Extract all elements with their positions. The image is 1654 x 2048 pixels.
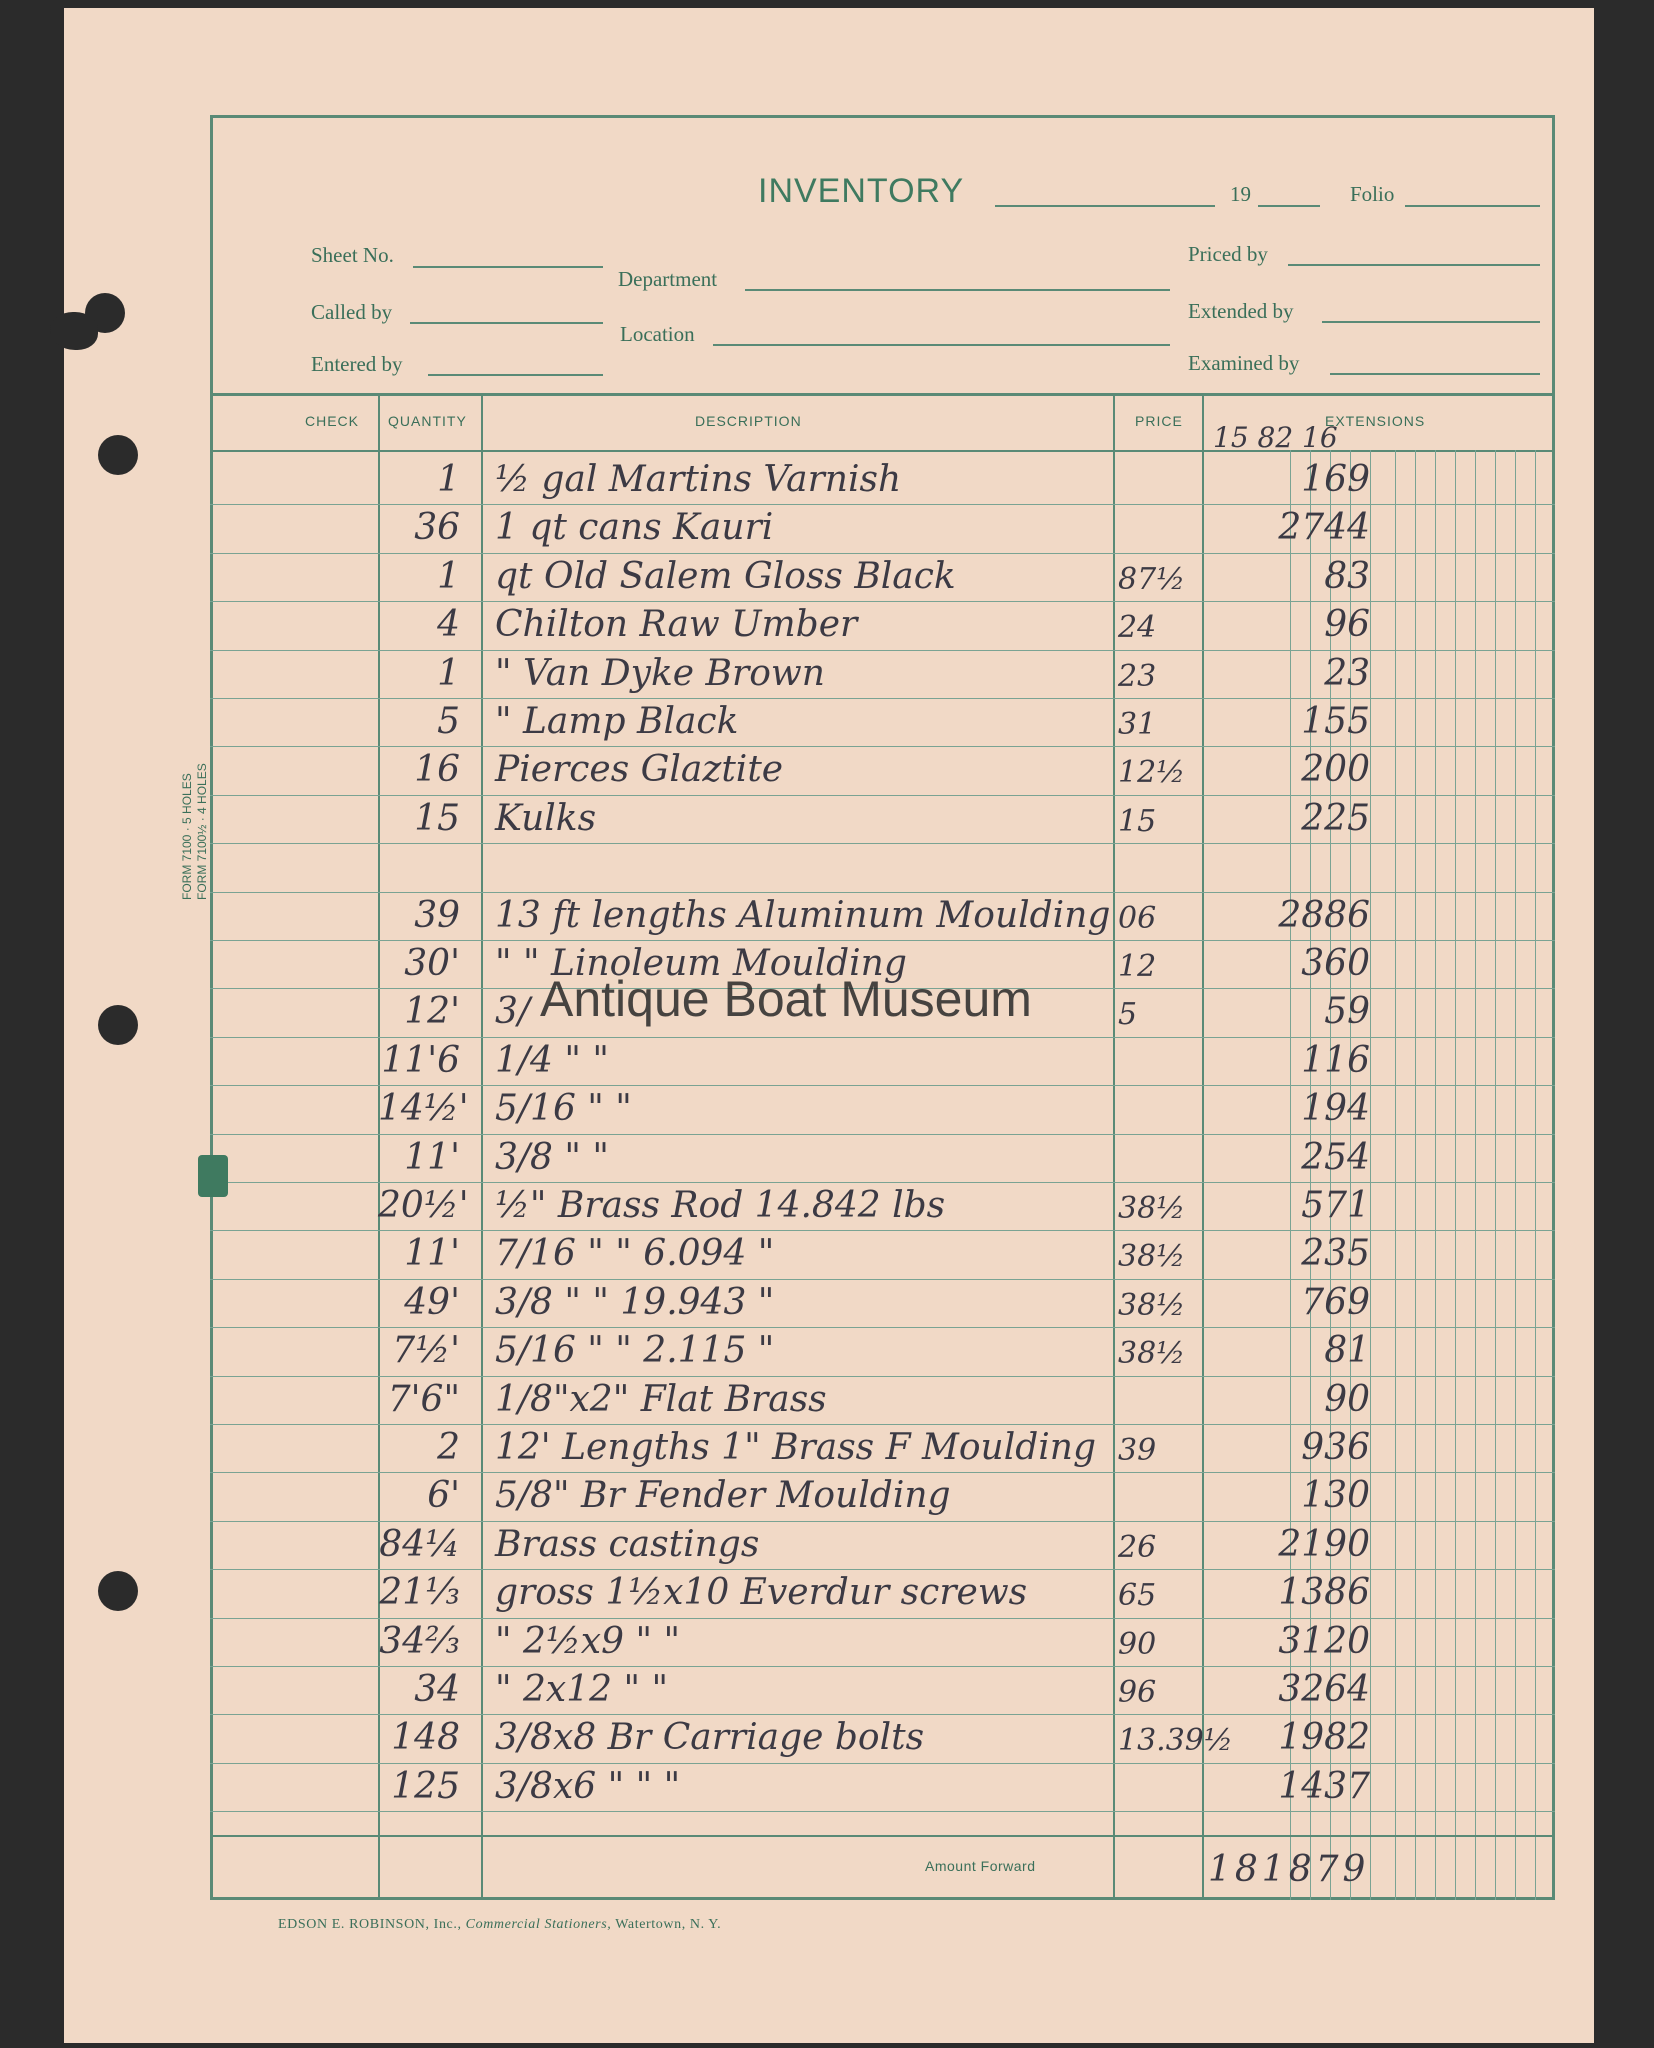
ruled-line xyxy=(210,1376,1555,1377)
row-extension: 155 xyxy=(1301,701,1370,742)
row-quantity: 16 xyxy=(414,749,460,791)
ruled-line xyxy=(210,1618,1555,1619)
column-header-quantity: QUANTITY xyxy=(388,413,467,429)
extension-grid-line xyxy=(1475,450,1476,1900)
folio-label: Folio xyxy=(1350,182,1395,206)
row-description: ½ gal Martins Varnish xyxy=(495,459,902,500)
row-extension: 83 xyxy=(1324,555,1370,597)
row-quantity: 12' xyxy=(404,991,460,1033)
row-extension: 2744 xyxy=(1278,507,1370,549)
row-price: 31 xyxy=(1118,707,1157,742)
row-extension: 2190 xyxy=(1278,1523,1370,1565)
row-description: ½" Brass Rod 14.842 lbs xyxy=(495,1185,946,1226)
ruled-line xyxy=(210,601,1555,602)
row-quantity: 36 xyxy=(414,507,460,549)
punch-hole xyxy=(98,435,138,475)
ruled-line xyxy=(210,1424,1555,1425)
row-quantity: 34 xyxy=(414,1669,460,1710)
punch-hole xyxy=(98,1571,138,1611)
row-quantity: 7'6" xyxy=(387,1378,460,1420)
row-extension: 2886 xyxy=(1278,894,1370,936)
row-quantity: 2 xyxy=(437,1427,460,1468)
column-header-check: CHECK xyxy=(305,413,360,429)
row-extension: 90 xyxy=(1324,1378,1370,1420)
extended-by-label: Extended by xyxy=(1188,299,1294,323)
extension-grid-line xyxy=(1435,450,1436,1900)
row-quantity: 21⅓ xyxy=(379,1572,460,1614)
row-quantity: 11' xyxy=(404,1233,460,1275)
sheet-no-label: Sheet No. xyxy=(311,243,394,267)
row-description: " Van Dyke Brown xyxy=(495,652,825,694)
row-extension: 3120 xyxy=(1278,1620,1370,1662)
footer-company: EDSON E. ROBINSON, Inc., xyxy=(278,1917,462,1932)
row-extension: 23 xyxy=(1324,652,1370,694)
row-description: Brass castings xyxy=(495,1523,760,1565)
row-quantity: 30' xyxy=(404,943,460,984)
row-description: " " Linoleum Moulding xyxy=(495,943,907,984)
header-separator xyxy=(210,393,1555,396)
row-price: 39 xyxy=(1118,1433,1157,1468)
row-price: 23 xyxy=(1118,658,1157,694)
column-header-extensions: EXTENSIONS xyxy=(1325,413,1426,429)
priced-by-label: Priced by xyxy=(1188,242,1268,266)
row-description: 12' Lengths 1" Brass F Moulding xyxy=(495,1427,1097,1468)
row-extension: 1386 xyxy=(1278,1572,1370,1614)
row-description: 5/16 " " 2.115 " xyxy=(495,1330,775,1372)
row-price: 5 xyxy=(1118,997,1138,1033)
extension-grid-line xyxy=(1535,450,1536,1900)
row-description: " 2x12 " " xyxy=(495,1669,669,1710)
row-extension: 130 xyxy=(1301,1475,1370,1517)
row-description: Kulks xyxy=(495,797,597,839)
row-extension: 1982 xyxy=(1278,1717,1370,1759)
department-label: Department xyxy=(618,267,718,291)
row-price: 38½ xyxy=(1118,1287,1186,1323)
folio-underline xyxy=(1405,205,1540,207)
row-description: 5/8" Br Fender Moulding xyxy=(495,1475,951,1517)
row-description: Pierces Glaztite xyxy=(495,749,784,791)
row-quantity: 1 xyxy=(437,652,460,694)
extension-grid-line xyxy=(1395,450,1396,1900)
row-description: 3/8x8 Br Carriage bolts xyxy=(495,1717,925,1759)
row-extension: 116 xyxy=(1301,1039,1370,1081)
row-price: 87½ xyxy=(1118,561,1186,597)
row-extension: 254 xyxy=(1301,1136,1370,1178)
row-price: 13.39½ xyxy=(1118,1723,1233,1759)
row-quantity: 4 xyxy=(437,604,460,646)
row-description: 7/16 " " 6.094 " xyxy=(495,1233,775,1275)
row-price: 06 xyxy=(1118,900,1157,936)
row-extension: 225 xyxy=(1301,797,1370,839)
examined-by-label: Examined by xyxy=(1188,351,1300,375)
examined-by-underline xyxy=(1330,373,1540,375)
amount-forward-label: Amount Forward xyxy=(925,1858,1036,1874)
amount-forward-separator xyxy=(210,1835,1555,1837)
row-price: 12 xyxy=(1118,949,1157,984)
ruled-line xyxy=(210,940,1555,941)
year-prefix: 19 xyxy=(1230,182,1251,206)
ruled-line xyxy=(210,1521,1555,1522)
row-quantity: 49' xyxy=(404,1281,460,1323)
row-extension: 200 xyxy=(1301,749,1370,791)
ruled-line xyxy=(210,504,1555,505)
side-text-line: FORM 7100½ · 4 HOLES xyxy=(195,763,209,900)
row-description: " 2½x9 " " xyxy=(495,1620,681,1662)
row-quantity: 84¼ xyxy=(379,1523,460,1565)
row-description: " Lamp Black xyxy=(495,701,739,742)
ruled-line xyxy=(210,892,1555,893)
priced-by-underline xyxy=(1288,264,1540,266)
row-description: 5/16 " " xyxy=(495,1088,632,1130)
ruled-line xyxy=(210,1472,1555,1473)
row-extension: 571 xyxy=(1301,1185,1370,1226)
column-divider xyxy=(1113,395,1115,1900)
row-extension: 1437 xyxy=(1278,1765,1370,1807)
ruled-line xyxy=(210,1037,1555,1038)
row-extension: 360 xyxy=(1301,943,1370,984)
called-by-underline xyxy=(410,322,603,324)
entered-by-label: Entered by xyxy=(311,352,403,376)
ruled-line xyxy=(210,553,1555,554)
location-label: Location xyxy=(620,322,695,346)
row-quantity: 11'6 xyxy=(381,1039,460,1081)
location-underline xyxy=(713,344,1170,346)
row-price: 65 xyxy=(1118,1578,1157,1614)
punch-hole-torn xyxy=(50,312,98,350)
row-quantity: 148 xyxy=(391,1717,460,1759)
side-text-line: FORM 7100 · 5 HOLES xyxy=(180,773,194,900)
ruled-line xyxy=(210,1666,1555,1667)
ruled-line xyxy=(210,1182,1555,1183)
watermark: Antique Boat Museum xyxy=(540,971,1032,1027)
row-quantity: 1 xyxy=(437,555,460,597)
row-price: 12½ xyxy=(1118,755,1186,791)
row-extension: 169 xyxy=(1301,459,1370,500)
row-description: 3/ xyxy=(495,991,531,1033)
sheet-no-underline xyxy=(413,266,603,268)
row-quantity: 6' xyxy=(427,1475,460,1517)
entered-by-underline xyxy=(428,374,603,376)
extension-grid-line xyxy=(1370,450,1371,1900)
ruled-line xyxy=(210,1327,1555,1328)
row-quantity: 1 xyxy=(437,459,460,500)
row-extension: 936 xyxy=(1301,1427,1370,1468)
extension-grid-line xyxy=(1495,450,1496,1900)
row-quantity: 15 xyxy=(414,797,460,839)
row-description: gross 1½x10 Everdur screws xyxy=(495,1572,1028,1614)
row-extension: 769 xyxy=(1301,1281,1370,1323)
row-quantity: 34⅔ xyxy=(379,1620,460,1662)
form-number-side-text xyxy=(180,763,210,900)
row-price: 38½ xyxy=(1118,1239,1186,1275)
column-divider xyxy=(1202,395,1204,1900)
extension-grid-line xyxy=(1455,450,1456,1900)
row-price: 24 xyxy=(1118,610,1157,646)
row-description: qt Old Salem Gloss Black xyxy=(495,555,956,597)
punch-hole xyxy=(98,1005,138,1045)
amount-forward-value: 181879 xyxy=(1208,1849,1370,1890)
stationer-footer xyxy=(278,1917,721,1933)
footer-city: Watertown, N. Y. xyxy=(615,1917,722,1932)
ruled-line xyxy=(210,843,1555,844)
title-underline xyxy=(995,205,1215,207)
ruled-line xyxy=(210,746,1555,747)
column-header-description: DESCRIPTION xyxy=(695,413,802,429)
row-price: 38½ xyxy=(1118,1336,1186,1372)
extension-grid-line xyxy=(1515,450,1516,1900)
ruled-line xyxy=(210,1134,1555,1135)
national-logo-icon xyxy=(198,1155,228,1197)
extensions-note: 15 82 16 xyxy=(1213,421,1338,454)
column-header-price: PRICE xyxy=(1135,413,1183,429)
row-quantity: 20½' xyxy=(378,1185,469,1226)
row-description: 3/8x6 " " " xyxy=(495,1765,681,1807)
ruled-line xyxy=(210,795,1555,796)
column-header-separator xyxy=(210,450,1555,452)
row-description: 1/4 " " xyxy=(495,1039,609,1081)
row-extension: 59 xyxy=(1324,991,1370,1033)
ruled-line xyxy=(210,1811,1555,1812)
row-description: 13 ft lengths Aluminum Moulding xyxy=(495,894,1111,936)
called-by-label: Called by xyxy=(311,300,393,324)
row-description: 3/8 " " 19.943 " xyxy=(495,1281,775,1323)
row-quantity: 39 xyxy=(414,894,460,936)
row-quantity: 5 xyxy=(437,701,460,742)
ruled-line xyxy=(210,698,1555,699)
ruled-line xyxy=(210,1230,1555,1231)
form-title: INVENTORY xyxy=(758,172,965,210)
row-price: 15 xyxy=(1118,803,1157,839)
row-extension: 194 xyxy=(1301,1088,1370,1130)
row-price: 38½ xyxy=(1118,1191,1186,1226)
row-extension: 3264 xyxy=(1278,1669,1370,1710)
extension-grid-line xyxy=(1415,450,1416,1900)
row-price: 96 xyxy=(1118,1675,1157,1710)
row-description: Chilton Raw Umber xyxy=(495,604,858,646)
row-quantity: 11' xyxy=(404,1136,460,1178)
row-quantity: 125 xyxy=(391,1765,460,1807)
row-description: 3/8 " " xyxy=(495,1136,609,1178)
row-extension: 235 xyxy=(1301,1233,1370,1275)
footer-tagline: Commercial Stationers, xyxy=(465,1917,612,1932)
row-description: 1/8"x2" Flat Brass xyxy=(495,1378,827,1420)
row-quantity: 14½' xyxy=(378,1088,469,1130)
row-quantity: 7½' xyxy=(392,1330,460,1372)
ruled-line xyxy=(210,1279,1555,1280)
row-price: 26 xyxy=(1118,1529,1157,1565)
ruled-line xyxy=(210,1085,1555,1086)
ruled-line xyxy=(210,650,1555,651)
ruled-line xyxy=(210,1763,1555,1764)
row-price: 90 xyxy=(1118,1626,1157,1662)
column-divider xyxy=(481,395,483,1900)
row-description: 1 qt cans Kauri xyxy=(495,507,774,549)
department-underline xyxy=(745,289,1170,291)
ruled-line xyxy=(210,1569,1555,1570)
year-underline xyxy=(1258,205,1320,207)
ruled-line xyxy=(210,1714,1555,1715)
row-extension: 81 xyxy=(1324,1330,1370,1372)
extended-by-underline xyxy=(1322,321,1540,323)
row-extension: 96 xyxy=(1324,604,1370,646)
